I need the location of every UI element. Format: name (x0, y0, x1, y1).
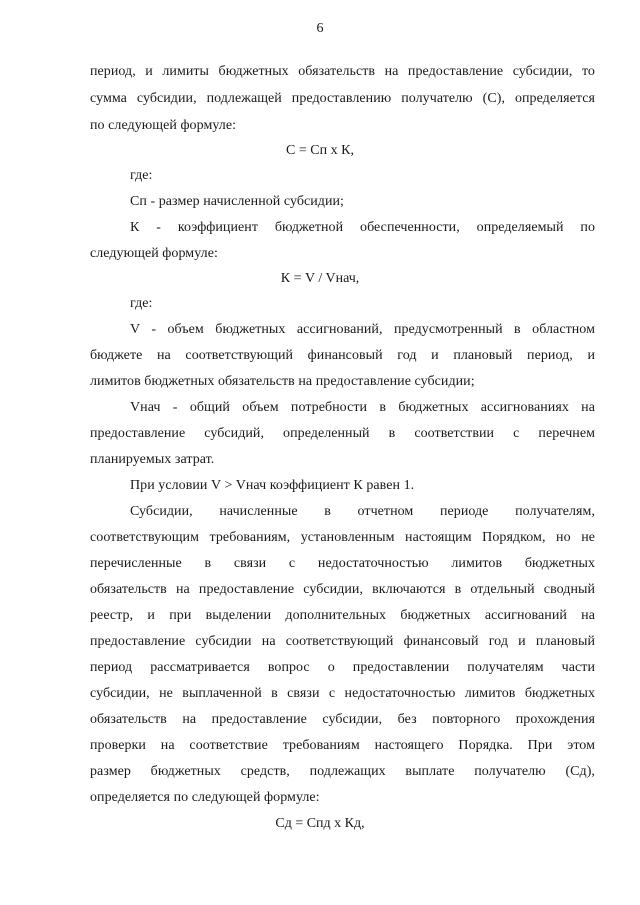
definition-v-line: лимитов бюджетных обязательств на предоставление субсидии; (90, 374, 475, 389)
subsidies-paragraph-line: обязательств на предоставление субсидии, без повторного прохождения (90, 712, 595, 727)
paragraph-line: по следующей формуле: (90, 118, 237, 133)
subsidies-paragraph-line: субсидии, не выплаченной в связи с недостаточностью лимитов бюджетных (90, 686, 595, 701)
subsidies-paragraph-line: размер бюджетных средств, подлежащих выплате получателю (Сд), (90, 764, 595, 779)
subsidies-paragraph-line: определяется по следующей формуле: (90, 790, 320, 805)
paragraph-line: сумма субсидии, подлежащей предоставлению получателю (С), определяется (90, 91, 595, 106)
where-label: где: (130, 296, 153, 311)
definition-k-line: следующей формуле: (90, 246, 218, 261)
subsidies-paragraph-line: реестр, и при выделении дополнительных бюджетных ассигнований на (90, 608, 595, 623)
definition-k-line: К - коэффициент бюджетной обеспеченности, определяемый по (130, 220, 595, 235)
definition-v-line: V - объем бюджетных ассигнований, предусмотренный в областном (130, 322, 595, 337)
definition-vnach-line: планируемых затрат. (90, 452, 215, 467)
subsidies-paragraph-line: соответствующим требованиям, установленным настоящим Порядком, но не (90, 530, 595, 545)
formula-cd: Сд = Спд х Кд, (275, 816, 365, 831)
page-number: 6 (316, 21, 324, 36)
where-label: где: (130, 168, 153, 183)
subsidies-paragraph-line: период рассматривается вопрос о предоставлении получателям части (90, 660, 595, 675)
definition-vnach-line: предоставление субсидий, определенный в соответствии с перечнем (90, 426, 595, 441)
definition-cp: Сп - размер начисленной субсидии; (130, 194, 345, 209)
paragraph-line: период, и лимиты бюджетных обязательств на предоставление субсидии, то (90, 64, 595, 79)
formula-c: С = Сп х К, (286, 143, 354, 158)
condition-line: При условии V > Vнач коэффициент К равен 1. (130, 478, 415, 493)
definition-v-line: бюджете на соответствующий финансовый год и плановый период, и (90, 348, 595, 363)
formula-k: К = V / Vнач, (280, 271, 360, 286)
subsidies-paragraph-line: предоставление субсидии на соответствующий финансовый год и плановый (90, 634, 595, 649)
subsidies-paragraph-line: обязательств на предоставление субсидии, включаются в отдельный сводный (90, 582, 595, 597)
definition-vnach-line: Vнач - общий объем потребности в бюджетных ассигнованиях на (130, 400, 595, 415)
subsidies-paragraph-line: перечисленные в связи с недостаточностью лимитов бюджетных (90, 556, 595, 571)
subsidies-paragraph-line: Субсидии, начисленные в отчетном периоде получателям, (130, 504, 595, 519)
subsidies-paragraph-line: проверки на соответствие требованиям настоящего Порядка. При этом (90, 738, 595, 753)
